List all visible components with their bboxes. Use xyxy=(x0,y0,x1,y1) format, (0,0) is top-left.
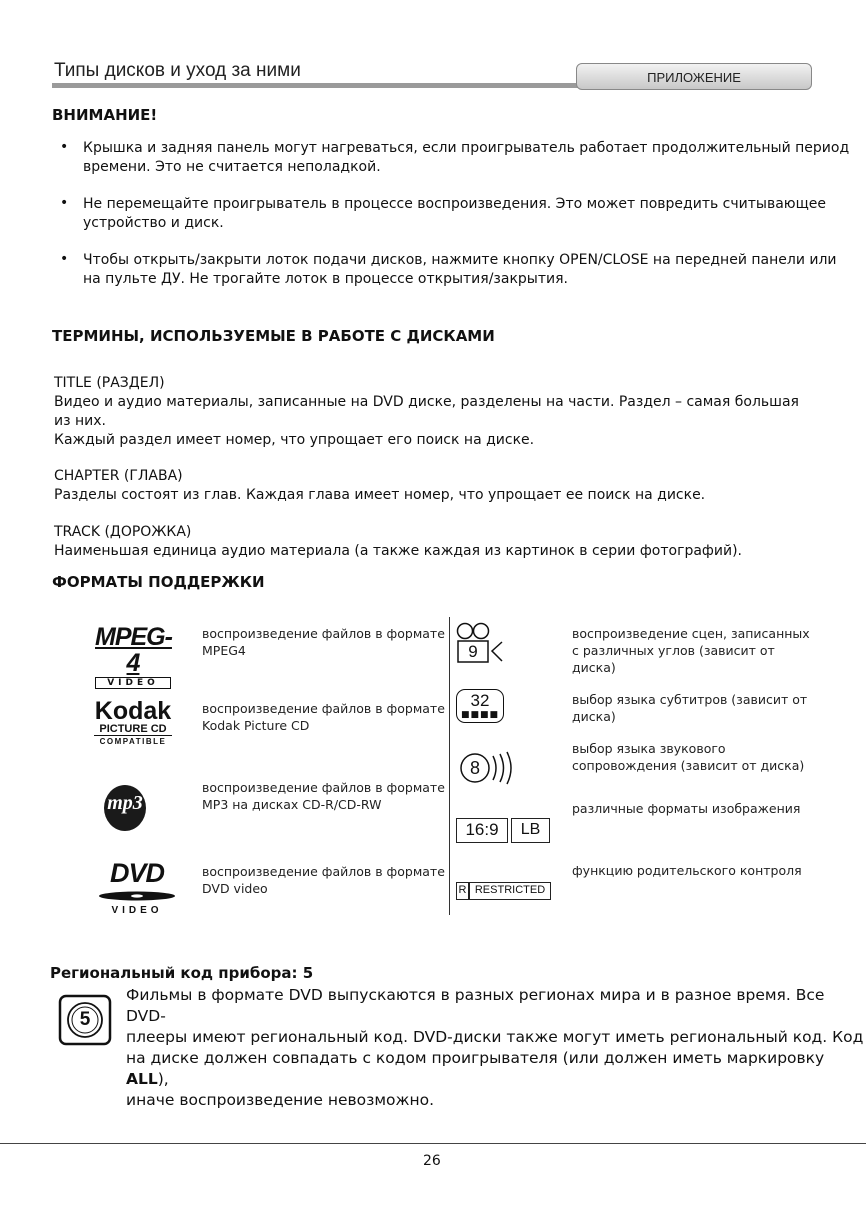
format-kodak-desc xyxy=(202,700,445,734)
region-line2: плееры имеют региональный код. DVD-диски также могут иметь региональный код. Код xyxy=(126,1028,864,1046)
region-line3-text: на диске должен совпадать с кодом проигрывателя (или должен иметь маркировку xyxy=(126,1049,825,1067)
subtitle-icon xyxy=(456,689,504,723)
warning-item-3-line2: на пульте ДУ. Не трогайте лоток в процессе открытия/закрытия. xyxy=(83,271,568,287)
terms-heading: ТЕРМИНЫ, ИСПОЛЬЗУЕМЫЕ В РАБОТЕ С ДИСКАМИ xyxy=(52,327,495,345)
region-code-number: 5 xyxy=(79,1009,91,1030)
term-chapter xyxy=(54,467,705,505)
mp3-logo-text: mp3 xyxy=(107,792,143,814)
mpeg4-logo-sub: VIDEO xyxy=(95,677,171,689)
dvd-disc-icon xyxy=(95,891,179,901)
warning-item-1-line2: времени. Это не считается неполадкой. xyxy=(83,159,381,175)
feature-audio-desc xyxy=(572,740,804,774)
mp3-logo xyxy=(100,780,150,832)
term-title-text: Видео и аудио материалы, записанные на DVD диске, разделены на части. Раздел – самая большая xyxy=(54,394,799,410)
format-dvd-line2: DVD video xyxy=(202,881,268,896)
feature-parental-desc: функцию родительского контроля xyxy=(572,863,802,878)
region-text xyxy=(126,985,866,1111)
region-heading: Региональный код прибора: 5 xyxy=(50,964,314,982)
format-dvd-desc xyxy=(202,863,445,897)
bullet-icon: • xyxy=(60,251,69,267)
section-title: Типы дисков и уход за ними xyxy=(54,60,301,81)
angle-icon xyxy=(456,622,508,664)
kodak-logo-sub: PICTURE CD xyxy=(94,723,172,736)
region-all-label: ALL xyxy=(126,1070,158,1088)
rating-r-icon: R xyxy=(456,882,469,900)
letterbox-icon: LB xyxy=(511,818,550,843)
kodak-logo-sub2: COMPATIBLE xyxy=(99,737,167,746)
feature-audio-line2: сопровождения (зависит от диска) xyxy=(572,758,805,773)
region-line1: Фильмы в формате DVD выпускаются в разных регионах мира и в разное время. Все DVD- xyxy=(126,986,825,1025)
restricted-icon: RESTRICTED xyxy=(469,882,551,900)
kodak-logo-text: Kodak xyxy=(94,697,172,725)
warning-item-2-line1: Не перемещайте проигрыватель в процессе воспроизведения. Это может повредить считывающее xyxy=(83,196,826,212)
formats-divider xyxy=(449,617,450,915)
term-track-name: TRACK (ДОРОЖКА) xyxy=(54,524,192,540)
term-track xyxy=(54,523,742,561)
footer-rule xyxy=(0,1143,866,1144)
term-chapter-text: Разделы состоят из глав. Каждая глава имеет номер, что упрощает ее поиск на диске. xyxy=(54,487,706,503)
term-title-text: из них. xyxy=(54,413,106,429)
region-line3-end: ), xyxy=(157,1070,169,1088)
bullet-icon: • xyxy=(60,195,69,211)
feature-subtitle-line2: диска) xyxy=(572,709,616,724)
subtitle-icon-number: 32 xyxy=(470,691,490,710)
term-title-text: Каждый раздел имеет номер, что упрощает его поиск на диске. xyxy=(54,432,535,448)
feature-subtitle-line1: выбор языка субтитров (зависит от xyxy=(572,692,808,707)
dvd-logo xyxy=(95,860,179,917)
format-mp3-desc xyxy=(202,779,445,813)
warning-item-2-line2: устройство и диск. xyxy=(83,215,224,231)
warning-item-3 xyxy=(83,251,837,289)
audio-language-icon xyxy=(459,750,519,786)
region-5-icon xyxy=(58,994,112,1046)
angle-icon-number: 9 xyxy=(468,642,478,661)
feature-angle-line2: с различных углов (зависит от xyxy=(572,643,775,658)
format-kodak-line1: воспроизведение файлов в формате xyxy=(202,701,445,716)
header-rule xyxy=(52,83,582,88)
dvd-logo-sub: VIDEO xyxy=(111,905,163,916)
feature-aspect-desc: различные форматы изображения xyxy=(572,801,801,816)
bullet-icon: • xyxy=(60,139,69,155)
region-line4: иначе воспроизведение невозможно. xyxy=(126,1091,435,1109)
kodak-logo xyxy=(94,699,172,747)
audio-icon-number: 8 xyxy=(469,758,480,778)
aspect-16-9-icon: 16:9 xyxy=(456,818,508,843)
term-chapter-name: CHAPTER (ГЛАВА) xyxy=(54,468,183,484)
mpeg4-logo-text: MPEG-4 xyxy=(95,623,172,677)
page-number: 26 xyxy=(423,1153,441,1169)
feature-angle-line3: диска) xyxy=(572,660,616,675)
mpeg4-logo xyxy=(95,624,171,689)
term-track-text: Наименьшая единица аудио материала (а также каждая из картинок в серии фотографий). xyxy=(54,543,742,559)
term-title xyxy=(54,374,799,450)
dvd-logo-text: DVD xyxy=(109,858,164,888)
format-dvd-line1: воспроизведение файлов в формате xyxy=(202,864,445,879)
format-kodak-line2: Kodak Picture CD xyxy=(202,718,310,733)
feature-audio-line1: выбор языка звукового xyxy=(572,741,726,756)
format-mpeg4-line1: воспроизведение файлов в формате xyxy=(202,626,445,641)
warning-heading: ВНИМАНИЕ! xyxy=(52,106,158,124)
term-title-name: TITLE (РАЗДЕЛ) xyxy=(54,375,165,391)
format-mp3-line1: воспроизведение файлов в формате xyxy=(202,780,445,795)
feature-angle-desc xyxy=(572,625,810,676)
warning-item-1 xyxy=(83,139,849,177)
feature-subtitle-desc xyxy=(572,691,807,725)
subtitle-dots-icon: ■■■■ xyxy=(460,710,499,720)
feature-angle-line1: воспроизведение сцен, записанных xyxy=(572,626,810,641)
warning-item-3-line1: Чтобы открыть/закрыти лоток подачи дисков, нажмите кнопку OPEN/CLOSE на передней панели или xyxy=(83,252,837,268)
region-line3 xyxy=(126,1048,866,1090)
warning-item-2 xyxy=(83,195,826,233)
format-mpeg4-desc xyxy=(202,625,445,659)
warning-item-1-line1: Крышка и задняя панель могут нагреваться, если проигрыватель работает продолжительный период xyxy=(83,140,850,156)
appendix-tab: ПРИЛОЖЕНИЕ xyxy=(576,63,812,90)
formats-heading: ФОРМАТЫ ПОДДЕРЖКИ xyxy=(52,573,265,591)
format-mp3-line2: MP3 на дисках CD-R/CD-RW xyxy=(202,797,382,812)
format-mpeg4-line2: MPEG4 xyxy=(202,643,246,658)
